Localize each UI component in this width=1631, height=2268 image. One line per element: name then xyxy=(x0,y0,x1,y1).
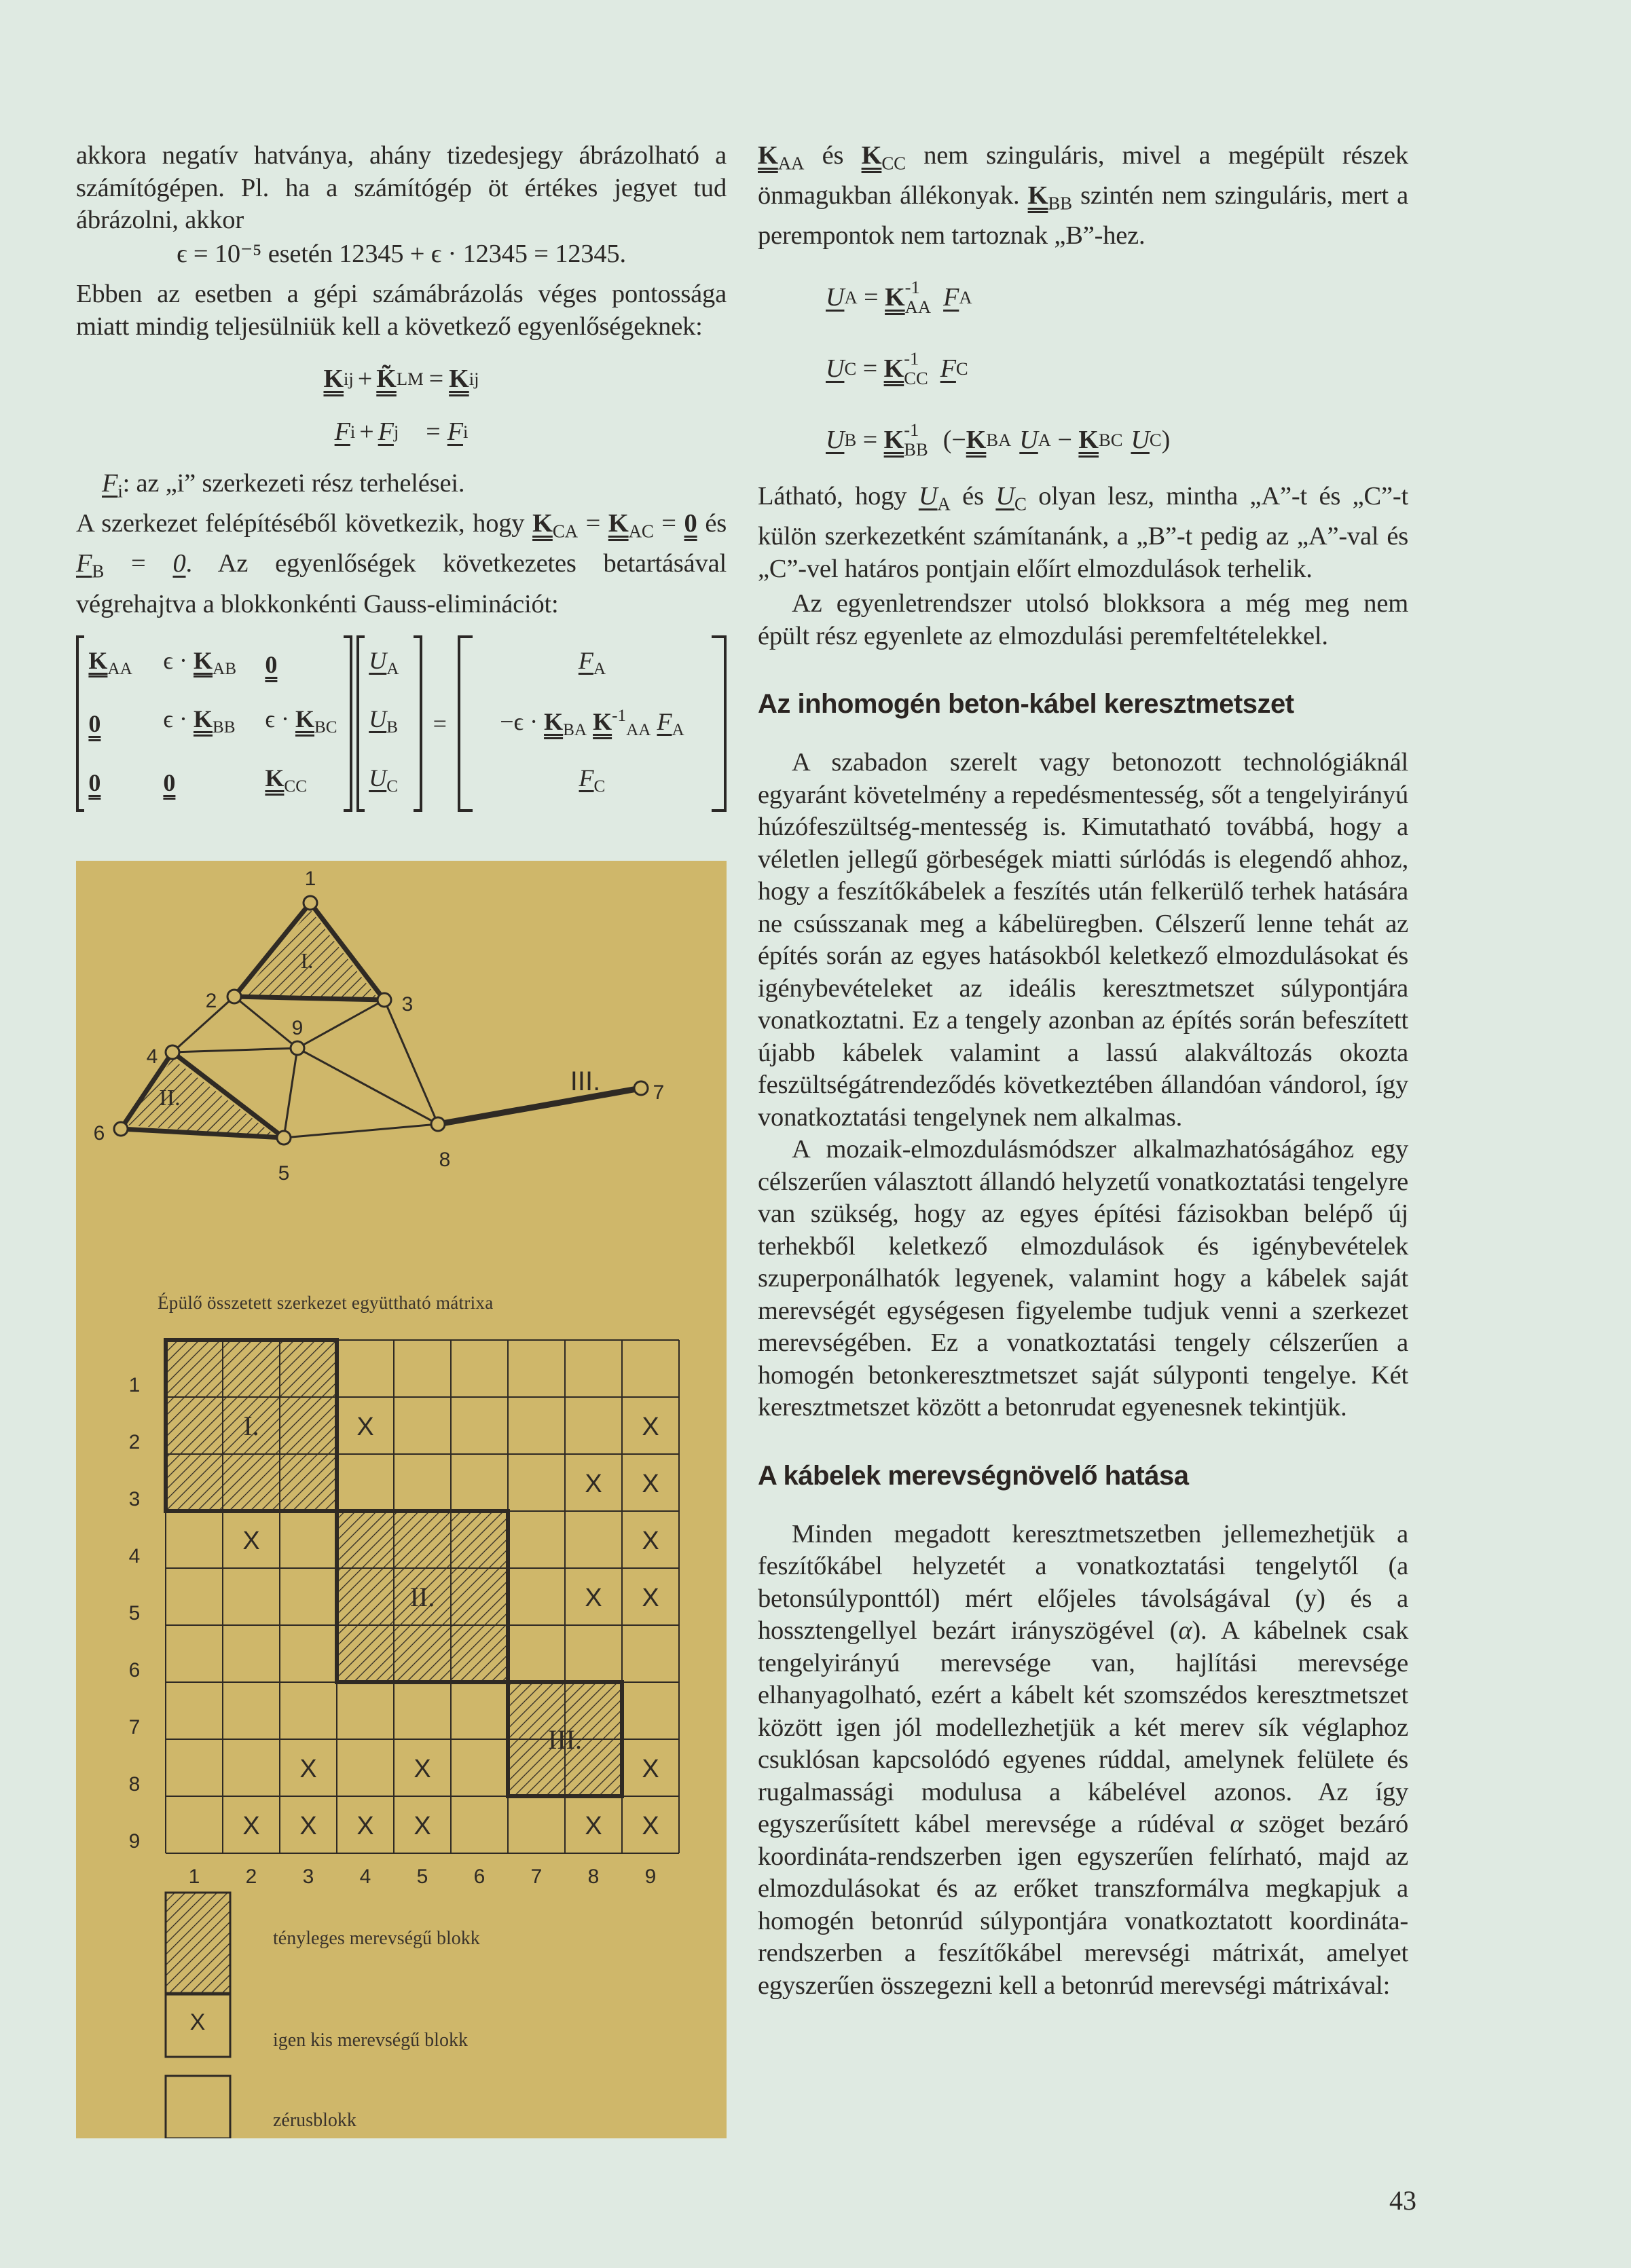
col-label-2: 2 xyxy=(245,1865,257,1888)
block-label-3: III. xyxy=(548,1724,582,1755)
node-3-icon xyxy=(378,993,391,1007)
epsilon-example: ϵ = 10⁻⁵ esetén 12345 + ϵ · 12345 = 12345. xyxy=(177,239,626,268)
text: szintén nem szinguláris, mert a perempontok nem tartoznak „B”-hez. xyxy=(758,181,1408,250)
block-label-2: II. xyxy=(409,1582,435,1612)
row-label-3: 3 xyxy=(128,1488,141,1510)
symbol-u: U xyxy=(1019,425,1038,454)
node-label-8: 8 xyxy=(439,1149,451,1171)
symbol-k-tilde: K̃ xyxy=(376,365,397,393)
symbol-0: 0 xyxy=(88,710,101,738)
x-cell: X xyxy=(642,1755,659,1783)
fi-definition-text: : az „i” szerkezeti rész terhelései. xyxy=(122,469,465,498)
equals: = xyxy=(856,425,884,454)
node-6-icon xyxy=(114,1122,128,1136)
x-cell: X xyxy=(642,1527,659,1555)
sub: BB xyxy=(1048,193,1072,214)
legend-hatched-icon xyxy=(166,1893,230,1993)
paragraph-3 xyxy=(76,508,727,620)
legend-x-symbol: X xyxy=(189,2009,206,2035)
row-label-7: 7 xyxy=(128,1716,141,1739)
symbol-f: F xyxy=(76,549,92,578)
x-cell: X xyxy=(356,1413,374,1441)
bracket-left xyxy=(356,635,365,812)
row-label-4: 4 xyxy=(128,1545,141,1567)
text: = xyxy=(104,549,173,578)
paragraph-1 xyxy=(758,140,1408,253)
bracket-right xyxy=(414,635,422,812)
member-3-8 xyxy=(384,1000,438,1124)
sub: C xyxy=(955,358,968,379)
symbol-k: K xyxy=(608,509,629,538)
page-number: 43 xyxy=(1389,2185,1416,2216)
text: nem szinguláris, mivel a megépült részek önmagukban állékonyak. xyxy=(758,141,1408,210)
symbol-f: F xyxy=(378,417,394,446)
sub: i xyxy=(350,422,356,442)
sub: A xyxy=(672,721,684,740)
sub: BC xyxy=(314,718,337,737)
sub: AA xyxy=(107,659,132,678)
x-cell: X xyxy=(356,1812,374,1840)
sub: A xyxy=(959,286,972,308)
node-label-3: 3 xyxy=(401,993,414,1016)
figure-structure-matrix xyxy=(76,861,727,2138)
col-label-9: 9 xyxy=(644,1865,657,1888)
node-label-5: 5 xyxy=(278,1162,290,1185)
symbol-k: K xyxy=(449,365,469,393)
symbol-k: K xyxy=(1078,425,1099,454)
text: szöget bezáró koordináta-rendszerben igen egyszerűen felírható, majd az elmozdulásokat és az erőket transzformálva megkapjuk a homogén betonrúd súlypontjára vonatkoztatott koordináta-rendszerben a feszítőkábel merevségi mátrixát, amelyet egyszerűen összegezni kell a betonrúd merevségi mátrixával: xyxy=(758,1810,1408,2000)
row-label-9: 9 xyxy=(128,1830,141,1853)
x-cell: X xyxy=(242,1527,260,1555)
x-cell: X xyxy=(585,1584,602,1612)
matrix-cell xyxy=(163,766,265,800)
sub: CA xyxy=(552,521,578,542)
node-label-7: 7 xyxy=(653,1081,665,1104)
symbol-0: 0 xyxy=(265,651,278,679)
sub: BA xyxy=(563,721,587,740)
sub: LM xyxy=(396,369,424,389)
part-label-ii: II. xyxy=(159,1085,181,1111)
row-label-1: 1 xyxy=(128,1374,141,1396)
symbol-k: K xyxy=(861,141,882,170)
sub: A xyxy=(844,286,858,308)
symbol-f: F xyxy=(579,764,594,792)
equation-ua xyxy=(758,263,1408,331)
symbol-f: F xyxy=(447,417,463,446)
node-label-2: 2 xyxy=(205,990,217,1012)
displacement-vector xyxy=(365,635,414,812)
x-cell: X xyxy=(299,1755,317,1783)
col-label-8: 8 xyxy=(587,1865,600,1888)
symbol-k: K xyxy=(1027,181,1048,210)
sub: BC xyxy=(1098,429,1123,450)
x-cell: X xyxy=(414,1755,431,1783)
x-cell: X xyxy=(585,1812,602,1840)
sub: A xyxy=(937,494,951,515)
symbol-u: U xyxy=(369,764,387,792)
symbol-k: K xyxy=(544,708,564,736)
legend-label-x: igen kis merevségű blokk xyxy=(273,2030,468,2051)
bracket-left xyxy=(76,635,84,812)
minus: − xyxy=(1050,425,1079,454)
x-cell: X xyxy=(242,1812,260,1840)
rhs-cell xyxy=(477,644,708,686)
symbol-k: K xyxy=(323,365,344,393)
sub: BB xyxy=(904,439,928,460)
fi-definition xyxy=(76,468,727,508)
x-cell: X xyxy=(642,1812,659,1840)
legend-empty-icon xyxy=(166,2076,230,2138)
node-label-9: 9 xyxy=(291,1017,304,1039)
block-label-1: I. xyxy=(243,1411,259,1441)
sub: AA xyxy=(626,721,651,740)
rhs-vector xyxy=(473,635,712,812)
text: Látható, hogy xyxy=(758,481,919,510)
symbol-k: K xyxy=(966,425,987,454)
sub: AA xyxy=(904,296,932,317)
equals-sign: = xyxy=(433,710,447,738)
sub: A xyxy=(593,659,606,678)
vector-cell xyxy=(369,702,409,745)
member-2-4 xyxy=(172,997,234,1052)
vector-cell xyxy=(369,761,409,804)
col-label-3: 3 xyxy=(302,1865,314,1888)
equation-ub xyxy=(758,406,1408,474)
node-7-icon xyxy=(634,1081,648,1095)
matrix-cell xyxy=(88,766,163,800)
sub: AC xyxy=(628,521,654,542)
x-cell: X xyxy=(299,1812,317,1840)
symbol-u: U xyxy=(995,481,1014,510)
symbol-f: F xyxy=(334,417,350,446)
solution-equations xyxy=(758,263,1408,474)
node-9-icon xyxy=(291,1041,304,1055)
member-9-5 xyxy=(284,1048,297,1138)
zero-matrix: 0 xyxy=(684,509,697,538)
member-3-9 xyxy=(297,1000,384,1048)
paragraph-2 xyxy=(758,481,1408,585)
text: és xyxy=(950,481,996,510)
paren-close: ) xyxy=(1161,425,1171,454)
row-label-6: 6 xyxy=(128,1659,141,1681)
sub: B xyxy=(386,718,399,737)
sup: -1 xyxy=(904,348,919,369)
text: olyan lesz, mintha „A”-t és „C”-t külön szerkezetként számítanánk, a „B”-t pedig az „A”-val és „C”-vel határos pontjain előírt elmozdulások terhelik. xyxy=(758,481,1408,583)
symbol-u: U xyxy=(1131,425,1150,454)
symbol-u: U xyxy=(369,705,387,733)
equals: = xyxy=(856,354,884,383)
symbol-f: F xyxy=(943,282,959,312)
matrix-cell xyxy=(88,707,163,741)
section-1-paragraph-1: A szabadon szerelt vagy betonozott technológiáknál egyaránt követelmény a repedésmentesség, sőt a tengelyirányú húzófeszültség-mentesség is. Kimutatható továbbá, hogy a véletlen jellegű görbeségek miatti súrlódás is elegendő ahhoz, hogy a feszítőkábelek a feszítés után felkerülő terhek hatására ne csússzanak meg a kábelüregben. Célszerű lenne tehát az építés során az egyes hatásokból keletkező elmozdulásokat és igénybevételeket az ideális keresztmetszet súlypontjára vonatkoztatni. Ez a tengely azonban az építés során befeszített újabb kábelek valamint a lassú alakváltozás okozta feszültségátrendeződés következtében állandóan vándorol, így vonatkoztatási tengelynek nem alkalmas. xyxy=(758,748,1408,1132)
node-8-icon xyxy=(431,1117,445,1131)
plus: + xyxy=(359,417,374,446)
bracket-right xyxy=(712,635,727,812)
symbol-f: F xyxy=(657,708,672,736)
node-5-icon xyxy=(277,1131,291,1145)
col-label-5: 5 xyxy=(416,1865,428,1888)
x-cell: X xyxy=(642,1413,659,1441)
plus: + xyxy=(357,365,373,393)
equation-block-k-f xyxy=(76,352,727,458)
sup: -1 xyxy=(904,276,920,297)
sub: A xyxy=(386,659,399,678)
symbol-k: K xyxy=(193,705,213,733)
sub: C xyxy=(1014,494,1027,515)
symbol-u: U xyxy=(826,354,845,383)
sub: ij xyxy=(344,369,354,389)
section-heading-inhomogeneous: Az inhomogén beton-kábel keresztmetszet xyxy=(758,689,1294,720)
col-label-1: 1 xyxy=(188,1865,200,1888)
node-label-1: 1 xyxy=(304,868,316,890)
text: és xyxy=(804,141,862,170)
matrix-cell: $\epsilon \cdot K_{BB}$ xyxy=(163,705,236,737)
matrix-cell: $\epsilon \cdot K_{AB}$ xyxy=(163,646,236,678)
member-thick-8-7 xyxy=(438,1088,641,1124)
text: és xyxy=(697,509,727,538)
equals: = xyxy=(426,417,441,446)
symbol-k: K xyxy=(532,509,553,538)
figure-caption: Épülő összetett szerkezet együttható mátrixa xyxy=(158,1293,494,1313)
bracket-right xyxy=(344,635,352,812)
matrix-cell xyxy=(88,644,163,686)
sub: C xyxy=(593,777,606,796)
sub: i xyxy=(462,422,469,442)
node-1-icon xyxy=(304,896,317,910)
sub: CC xyxy=(904,367,928,388)
sub: j xyxy=(393,422,399,442)
symbol-k: K xyxy=(193,646,213,674)
legend-label-hatched: tényleges merevségű blokk xyxy=(273,1928,480,1949)
paragraph-3: Az egyenletrendszer utolsó blokksora a még meg nem épült rész egyenlete az elmozdulási peremfeltételekkel. xyxy=(758,589,1408,650)
paragraph-2: Ebben az esetben a gépi számábrázolás véges pontossága miatt mindig teljesülniük kell a következő egyenlőségeknek: xyxy=(76,280,727,341)
sub: CC xyxy=(284,777,308,796)
intro-paragraph: akkora negatív hatványa, ahány tizedesjegy ábrázolható a számítógépen. Pl. ha a számítógép öt értékes jegyet tud ábrázolni, akkor xyxy=(76,141,727,234)
text: = xyxy=(653,509,684,538)
node-label-6: 6 xyxy=(93,1122,105,1145)
symbol-f: F xyxy=(940,354,956,383)
rhs-cell: $-\epsilon \cdot K_{BA}$ $K^{-1}_{AA}$ $F_A$ xyxy=(500,707,684,740)
sub: C xyxy=(844,358,857,379)
x-cell: X xyxy=(642,1584,659,1612)
rhs-cell xyxy=(477,761,708,804)
coefficient-matrix xyxy=(84,635,344,812)
matrix-cell xyxy=(265,761,340,804)
sub: CC xyxy=(881,153,906,174)
text: Minden megadott keresztmetszetben jellemezhetjük a feszítőkábel helyzetét a vonatkoztatási tengelytől (a betonsúlyponttól) mért előjeles távolságával (y) és a hossztengellyel bezárt irányszögével ( xyxy=(758,1519,1408,1646)
equation-uc xyxy=(758,331,1408,406)
symbol-0: 0 xyxy=(163,768,176,796)
member-5-8 xyxy=(284,1124,438,1138)
col-label-6: 6 xyxy=(473,1865,485,1888)
legend-label-empty: zérusblokk xyxy=(273,2110,356,2131)
section-2-paragraph-1 xyxy=(758,1519,1408,2003)
symbol-k: K xyxy=(883,425,904,454)
col-label-4: 4 xyxy=(359,1865,371,1888)
row-label-5: 5 xyxy=(128,1602,141,1624)
matrix-cell: $\epsilon \cdot K_{BC}$ xyxy=(265,705,337,737)
text: ). A kábelnek csak tengelyirányú merevsége van, hajlítási merevsége elhanyagolható, ezért a kábelt két szomszédos keresztmetszet között igen jól modellezhetjük a két merev sík véglaphoz csuklósan kapcsolódó egyenes rúddal, amelynek felülete és rugalmassági modulusa a kábelével azonos. Az így egyszerűsített kábel merevsége a rúdéval xyxy=(758,1616,1408,1839)
row-label-8: 8 xyxy=(128,1773,141,1796)
symbol-f: F xyxy=(578,646,593,674)
sup: -1 xyxy=(612,707,627,726)
text: = xyxy=(577,509,608,538)
equation-k xyxy=(76,352,727,405)
alpha-symbol: α xyxy=(1230,1810,1244,1839)
symbol-u: U xyxy=(369,646,387,674)
symbol-k: K xyxy=(88,646,108,674)
symbol-u: U xyxy=(918,481,938,510)
symbol-u: U xyxy=(826,282,845,312)
sub: BB xyxy=(213,718,236,737)
equals: = xyxy=(857,282,885,312)
x-cell: X xyxy=(585,1470,602,1498)
left-column xyxy=(76,140,727,812)
matrix-cell xyxy=(265,648,340,682)
text: . Az egyenlőségek következetes betartásával végrehajtva a blokkonkénti Gauss-eliminációt: xyxy=(76,549,727,618)
member-4-9 xyxy=(172,1048,297,1052)
sup: -1 xyxy=(904,419,919,440)
sub: B xyxy=(844,429,857,450)
sub: AA xyxy=(777,153,805,174)
sub: AB xyxy=(213,659,236,678)
col-label-7: 7 xyxy=(530,1865,543,1888)
sub: C xyxy=(386,777,399,796)
sub: C xyxy=(1149,429,1162,450)
section-1-paragraph-2: A mozaik-elmozdulásmódszer alkalmazhatóságához egy célszerűen választott állandó helyzetű vonatkoztatási tengelyre van szükség, hogy az egyes építési fázisokban belépő új terhekből keletkező elmozdulások és igénybevételek szuperponálhatók legyenek, valamint hogy a kábelek saját merevségét egységesen figyelembe tudjuk venni a szerkezet merevségében. Ez a vonatkoztatási tengely célszerűen a homogén betonkeresztmetszet saját súlyponti tengelye. Két keresztmetszet között a betonrudat egyenesnek tekintjük. xyxy=(758,1135,1408,1422)
node-label-4: 4 xyxy=(146,1045,158,1068)
paren-open: (− xyxy=(942,425,966,454)
right-column xyxy=(758,140,1408,2002)
symbol-k: K xyxy=(885,282,905,312)
section-heading-cables: A kábelek merevségnövelő hatása xyxy=(758,1460,1189,1491)
symbol-0: 0 xyxy=(88,768,101,796)
equation-f xyxy=(76,405,727,458)
part-ii-hatch xyxy=(125,1059,278,1138)
member-9-8 xyxy=(297,1048,438,1124)
sub: ij xyxy=(469,369,479,389)
node-4-icon xyxy=(166,1045,179,1059)
x-cell: X xyxy=(642,1470,659,1498)
x-cell: X xyxy=(414,1812,431,1840)
sub: B xyxy=(92,561,105,582)
alpha-symbol: α xyxy=(1178,1616,1192,1646)
symbol-k: K xyxy=(593,708,612,736)
symbol-k: K xyxy=(265,764,285,792)
sub: BA xyxy=(986,429,1012,450)
equals: = xyxy=(428,365,444,393)
member-thick-2-3 xyxy=(234,997,384,1000)
symbol-k: K xyxy=(295,705,314,733)
zero-vector: 0 xyxy=(172,549,186,578)
node-2-icon xyxy=(227,990,241,1003)
part-label-iii: III. xyxy=(570,1066,601,1096)
block-matrix-equation xyxy=(76,635,727,812)
symbol-u: U xyxy=(826,425,845,454)
symbol-k: K xyxy=(758,141,778,170)
text: A szerkezet felépítéséből következik, hogy xyxy=(76,509,533,538)
sub: A xyxy=(1038,429,1051,450)
part-label-i: I. xyxy=(300,948,314,973)
symbol-k: K xyxy=(883,354,904,383)
symbol-f: F xyxy=(102,469,118,498)
bracket-left xyxy=(458,635,473,812)
sub: i xyxy=(117,481,123,502)
row-label-2: 2 xyxy=(128,1431,141,1453)
vector-cell xyxy=(369,644,409,686)
member-2-9 xyxy=(234,997,297,1048)
